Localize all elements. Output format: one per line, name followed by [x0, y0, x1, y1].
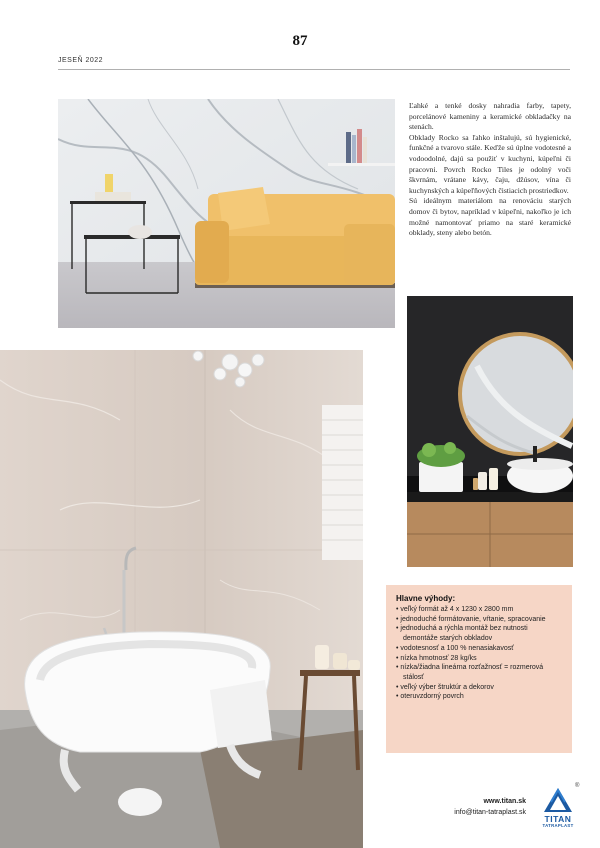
website-link[interactable]: www.titan.sk [483, 798, 526, 805]
bathroom-mirror-photo [407, 296, 573, 567]
benefits-box [386, 585, 572, 753]
article-body [409, 101, 571, 239]
article-paragraph: Obklady Rocko sa ľahko inštalujú, sú hygienické, funkčné a tvarovo stále. Keďže sú úplne vodotesné a vodoodolné, dajú sa použiť v kuchyni, kúpeľni či pracovni. Povrch Rocko Tiles je odolný voči škvrnám, vrátane kávy, čaju, džúsov, vína či kuchynských a kúpeľňových čistiacich prostriedkov. [409, 132, 571, 195]
living-room-photo [58, 99, 395, 328]
bathtub-photo [0, 350, 363, 848]
benefit-item: • oteruvzdorný povrch [396, 692, 562, 702]
issue-label: JESEŇ 2022 [58, 57, 104, 64]
benefit-item: • jednoduché formátovanie, vŕtanie, spracovanie [396, 615, 562, 625]
contact-info [454, 796, 526, 818]
article-paragraph: Sú ideálnym materiálom na renováciu starých domov či bytov, napríklad v kúpeľni, nakoľko je ich možné namontovať priamo na staré keramické obklady, steny alebo betón. [409, 196, 571, 238]
benefit-item: • nízka/žiadna lineárna rozťažnosť = rozmerová stálosť [396, 663, 562, 682]
page-number: 87 [292, 33, 308, 49]
benefit-item: • jednoduchá a rýchla montáž bez nutnosti demontáže starých obkladov [396, 624, 562, 643]
registered-mark: ® [575, 783, 580, 789]
logo-wordmark: TITAN [544, 814, 572, 824]
email-link[interactable]: info@titan-tatraplast.sk [454, 809, 526, 816]
article-paragraph: Ľahké a tenké dosky nahradia farby, tapety, porcelánové kameniny a keramické obkladačky na stenách. [409, 101, 571, 132]
benefits-title: Hlavne výhody: [396, 594, 456, 603]
benefits-list [396, 605, 562, 702]
logo-subtitle: TATRAPLAST [542, 823, 574, 828]
benefit-item: • vodotesnosť a 100 % nenasiakavosť [396, 644, 562, 654]
benefit-item: • veľký formát až 4 x 1230 x 2800 mm [396, 605, 562, 615]
benefit-item: • nízka hmotnosť 28 kg/ks [396, 654, 562, 664]
header-divider [58, 69, 570, 70]
benefit-item: • veľký výber štruktúr a dekorov [396, 683, 562, 693]
